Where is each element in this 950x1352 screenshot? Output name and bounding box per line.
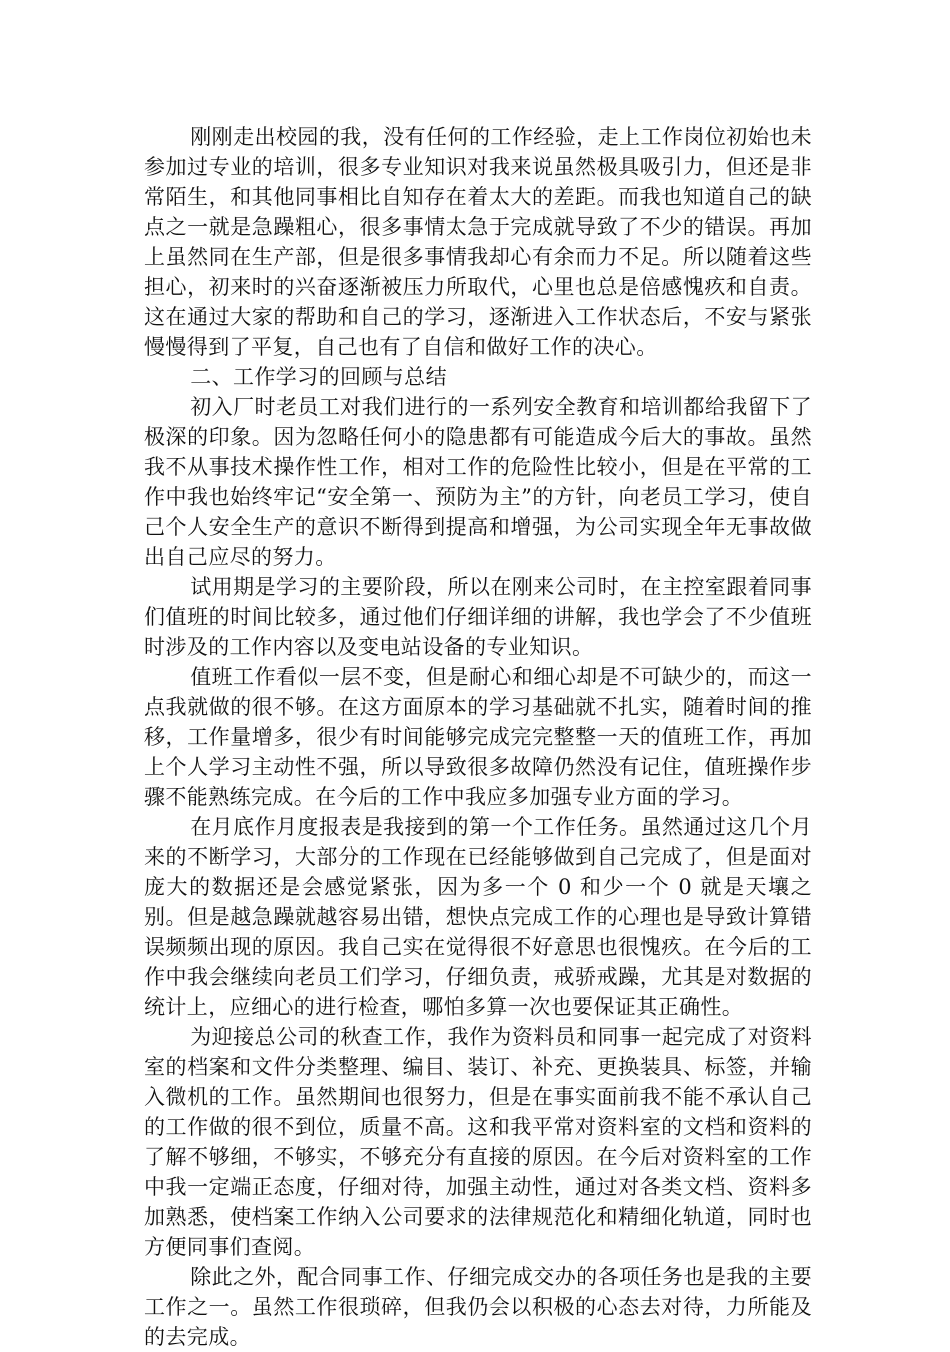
paragraph-monthly-report: 在月底作月度报表是我接到的第一个工作任务。虽然通过这几个月来的不断学习，大部分的工作现在已经能够做到自己完成了，但是面对庞大的数据还是会感觉紧张，因为多一个 0 和少一个 0 就是天壤之别。但是越急躁就越容易出错，想快点完成工作的心理也是导致计算错误频频出现的原因。我自己实在觉得很不好意思也很愧疚。在今后的工作中我会继续向老员工们学习，仔细负责，戒骄戒躁，尤其是对数据的统计上，应细心的进行检查，哪怕多算一次也要保证其正确性。 (144, 815, 812, 1019)
paragraph-other-tasks: 除此之外，配合同事工作、仔细完成交办的各项任务也是我的主要工作之一。虽然工作很琐碎，但我仍会以积极的心态去对待，力所能及的去完成。 (144, 1265, 812, 1349)
paragraph-archive-work: 为迎接总公司的秋查工作，我作为资料员和同事一起完成了对资料室的档案和文件分类整理、编目、装订、补充、更换装具、标签，并输入微机的工作。虽然期间也很努力，但是在事实面前我不能不承认自己的工作做的很不到位，质量不高。这和我平常对资料室的文档和资料的了解不够细，不够实，不够充分有直接的原因。在今后对资料室的工作中我一定端正态度，仔细对待，加强主动性，通过对各类文档、资料多加熟悉，使档案工作纳入公司要求的法律规范化和精细化轨道，同时也方便同事们查阅。 (144, 1025, 812, 1259)
document-body (144, 122, 812, 1352)
paragraph-duty-work: 值班工作看似一层不变，但是耐心和细心却是不可缺少的，而这一点我就做的很不够。在这方面原本的学习基础就不扎实，随着时间的推移，工作量增多，很少有时间能够完成完完整整一天的值班工作，再加上个人学习主动性不强，所以导致很多故障仍然没有记住，值班操作步骤不能熟练完成。在今后的工作中我应多加强专业方面的学习。 (144, 665, 812, 809)
paragraph-safety-training: 初入厂时老员工对我们进行的一系列安全教育和培训都给我留下了极深的印象。因为忽略任何小的隐患都有可能造成今后大的事故。虽然我不从事技术操作性工作，相对工作的危险性比较小，但是在平常的工作中我也始终牢记“安全第一、预防为主”的方针，向老员工学习，使自己个人安全生产的意识不断得到提高和增强，为公司实现全年无事故做出自己应尽的努力。 (144, 395, 812, 569)
section-heading: 二、工作学习的回顾与总结 (190, 365, 447, 389)
paragraph-probation: 试用期是学习的主要阶段，所以在刚来公司时，在主控室跟着同事们值班的时间比较多，通过他们仔细详细的讲解，我也学会了不少值班时涉及的工作内容以及变电站设备的专业知识。 (144, 575, 812, 659)
paragraph-intro: 刚刚走出校园的我，没有任何的工作经验，走上工作岗位初始也未参加过专业的培训，很多专业知识对我来说虽然极具吸引力，但还是非常陌生，和其他同事相比自知存在着太大的差距。而我也知道自己的缺点之一就是急躁粗心，很多事情太急于完成就导致了不少的错误。再加上虽然同在生产部，但是很多事情我却心有余而力不足。所以随着这些担心，初来时的兴奋逐渐被压力所取代，心里也总是倍感愧疚和自责。这在通过大家的帮助和自己的学习，逐渐进入工作状态后，不安与紧张慢慢得到了平复，自己也有了自信和做好工作的决心。 (144, 125, 812, 359)
